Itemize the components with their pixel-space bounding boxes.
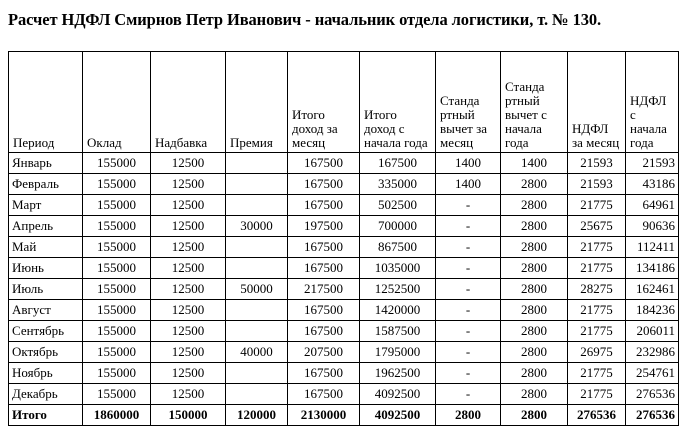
table-row <box>9 321 679 342</box>
cell-bonus: 12500 <box>151 384 226 405</box>
cell-tax-month: 21775 <box>568 258 626 279</box>
cell-deduction-month: - <box>436 363 501 384</box>
cell-premium <box>226 195 288 216</box>
header-cell-tax-month: НДФЛ за месяц <box>568 52 626 153</box>
cell-salary: 155000 <box>83 216 151 237</box>
header-cell-deduction-month: Станда ртный вычет за месяц <box>436 52 501 153</box>
cell-deduction-month: - <box>436 321 501 342</box>
header-cell-income-month: Итого доход за месяц <box>288 52 360 153</box>
cell-salary: 155000 <box>83 300 151 321</box>
cell-income-month: 167500 <box>288 195 360 216</box>
header-cell-salary: Оклад <box>83 52 151 153</box>
cell-bonus: 12500 <box>151 174 226 195</box>
cell-tax-ytd: 162461 <box>626 279 679 300</box>
cell-deduction-month: - <box>436 216 501 237</box>
cell-tax-month: 21593 <box>568 174 626 195</box>
cell-tax-ytd: 90636 <box>626 216 679 237</box>
table-row <box>9 153 679 174</box>
total-deduction-month: 2800 <box>436 405 501 426</box>
cell-period: Январь <box>9 153 83 174</box>
tax-table <box>8 51 679 426</box>
cell-tax-month: 21775 <box>568 384 626 405</box>
total-salary: 1860000 <box>83 405 151 426</box>
cell-tax-ytd: 276536 <box>626 384 679 405</box>
cell-deduction-ytd: 2800 <box>501 174 568 195</box>
cell-period: Апрель <box>9 216 83 237</box>
cell-bonus: 12500 <box>151 321 226 342</box>
cell-premium <box>226 237 288 258</box>
total-tax-ytd: 276536 <box>626 405 679 426</box>
cell-period: Август <box>9 300 83 321</box>
cell-tax-ytd: 232986 <box>626 342 679 363</box>
cell-income-month: 197500 <box>288 216 360 237</box>
cell-income-ytd: 4092500 <box>360 384 436 405</box>
cell-bonus: 12500 <box>151 195 226 216</box>
cell-income-month: 217500 <box>288 279 360 300</box>
table-row <box>9 237 679 258</box>
header-cell-period: Период <box>9 52 83 153</box>
table-row <box>9 258 679 279</box>
cell-income-ytd: 867500 <box>360 237 436 258</box>
cell-deduction-ytd: 1400 <box>501 153 568 174</box>
header-cell-tax-ytd: НДФЛ с начала года <box>626 52 679 153</box>
cell-income-ytd: 502500 <box>360 195 436 216</box>
header-cell-premium: Премия <box>226 52 288 153</box>
table-body <box>9 153 679 405</box>
cell-income-ytd: 335000 <box>360 174 436 195</box>
cell-premium <box>226 363 288 384</box>
table-row <box>9 384 679 405</box>
cell-income-ytd: 700000 <box>360 216 436 237</box>
cell-premium: 40000 <box>226 342 288 363</box>
cell-bonus: 12500 <box>151 237 226 258</box>
cell-bonus: 12500 <box>151 342 226 363</box>
total-income-ytd: 4092500 <box>360 405 436 426</box>
cell-deduction-ytd: 2800 <box>501 216 568 237</box>
cell-premium <box>226 153 288 174</box>
cell-premium: 30000 <box>226 216 288 237</box>
cell-tax-ytd: 254761 <box>626 363 679 384</box>
total-income-month: 2130000 <box>288 405 360 426</box>
cell-period: Декабрь <box>9 384 83 405</box>
cell-premium <box>226 384 288 405</box>
cell-income-month: 167500 <box>288 153 360 174</box>
cell-salary: 155000 <box>83 384 151 405</box>
cell-deduction-month: - <box>436 258 501 279</box>
cell-period: Октябрь <box>9 342 83 363</box>
cell-income-month: 167500 <box>288 363 360 384</box>
table-row <box>9 363 679 384</box>
cell-bonus: 12500 <box>151 258 226 279</box>
cell-deduction-ytd: 2800 <box>501 195 568 216</box>
cell-tax-month: 21775 <box>568 321 626 342</box>
cell-salary: 155000 <box>83 258 151 279</box>
cell-deduction-ytd: 2800 <box>501 279 568 300</box>
cell-deduction-ytd: 2800 <box>501 384 568 405</box>
cell-salary: 155000 <box>83 174 151 195</box>
cell-tax-month: 21775 <box>568 195 626 216</box>
cell-tax-ytd: 206011 <box>626 321 679 342</box>
total-tax-month: 276536 <box>568 405 626 426</box>
cell-deduction-ytd: 2800 <box>501 258 568 279</box>
cell-deduction-month: - <box>436 237 501 258</box>
total-deduction-ytd: 2800 <box>501 405 568 426</box>
table-row <box>9 195 679 216</box>
table-row <box>9 300 679 321</box>
cell-deduction-month: - <box>436 342 501 363</box>
cell-deduction-ytd: 2800 <box>501 300 568 321</box>
cell-deduction-month: - <box>436 384 501 405</box>
cell-deduction-month: - <box>436 279 501 300</box>
cell-deduction-ytd: 2800 <box>501 237 568 258</box>
header-cell-deduction-ytd: Станда ртный вычет с начала года <box>501 52 568 153</box>
cell-period: Февраль <box>9 174 83 195</box>
cell-bonus: 12500 <box>151 363 226 384</box>
cell-period: Июль <box>9 279 83 300</box>
cell-bonus: 12500 <box>151 300 226 321</box>
cell-deduction-ytd: 2800 <box>501 342 568 363</box>
cell-income-month: 167500 <box>288 300 360 321</box>
cell-income-month: 167500 <box>288 384 360 405</box>
cell-period: Июнь <box>9 258 83 279</box>
cell-tax-month: 21775 <box>568 237 626 258</box>
cell-bonus: 12500 <box>151 279 226 300</box>
cell-deduction-month: 1400 <box>436 153 501 174</box>
cell-income-ytd: 1035000 <box>360 258 436 279</box>
cell-period: Сентябрь <box>9 321 83 342</box>
cell-income-ytd: 1587500 <box>360 321 436 342</box>
cell-bonus: 12500 <box>151 216 226 237</box>
cell-deduction-ytd: 2800 <box>501 321 568 342</box>
table-row <box>9 279 679 300</box>
cell-income-month: 207500 <box>288 342 360 363</box>
cell-tax-ytd: 21593 <box>626 153 679 174</box>
cell-salary: 155000 <box>83 237 151 258</box>
cell-income-ytd: 1962500 <box>360 363 436 384</box>
cell-deduction-month: 1400 <box>436 174 501 195</box>
cell-premium <box>226 258 288 279</box>
cell-tax-month: 21775 <box>568 300 626 321</box>
cell-period: Март <box>9 195 83 216</box>
cell-income-month: 167500 <box>288 321 360 342</box>
cell-premium <box>226 300 288 321</box>
cell-salary: 155000 <box>83 153 151 174</box>
cell-tax-ytd: 64961 <box>626 195 679 216</box>
cell-tax-ytd: 184236 <box>626 300 679 321</box>
cell-salary: 155000 <box>83 342 151 363</box>
cell-tax-month: 28275 <box>568 279 626 300</box>
cell-salary: 155000 <box>83 279 151 300</box>
cell-income-ytd: 1795000 <box>360 342 436 363</box>
cell-income-month: 167500 <box>288 174 360 195</box>
cell-tax-month: 26975 <box>568 342 626 363</box>
cell-period: Ноябрь <box>9 363 83 384</box>
total-bonus: 150000 <box>151 405 226 426</box>
header-cell-bonus: Надбавка <box>151 52 226 153</box>
cell-period: Май <box>9 237 83 258</box>
cell-income-ytd: 167500 <box>360 153 436 174</box>
cell-income-month: 167500 <box>288 237 360 258</box>
total-premium: 120000 <box>226 405 288 426</box>
cell-salary: 155000 <box>83 321 151 342</box>
cell-income-ytd: 1420000 <box>360 300 436 321</box>
page-title: Расчет НДФЛ Смирнов Петр Иванович - начальник отдела логистики, т. № 130. <box>8 10 602 29</box>
cell-income-month: 167500 <box>288 258 360 279</box>
cell-tax-month: 25675 <box>568 216 626 237</box>
cell-tax-ytd: 134186 <box>626 258 679 279</box>
cell-bonus: 12500 <box>151 153 226 174</box>
cell-deduction-ytd: 2800 <box>501 363 568 384</box>
cell-premium: 50000 <box>226 279 288 300</box>
cell-premium <box>226 174 288 195</box>
header-row <box>9 52 679 153</box>
table-row <box>9 216 679 237</box>
table-row <box>9 174 679 195</box>
cell-salary: 155000 <box>83 195 151 216</box>
total-label: Итого <box>9 405 83 426</box>
cell-income-ytd: 1252500 <box>360 279 436 300</box>
cell-tax-month: 21593 <box>568 153 626 174</box>
cell-tax-month: 21775 <box>568 363 626 384</box>
totals-row <box>9 405 679 426</box>
cell-deduction-month: - <box>436 300 501 321</box>
cell-premium <box>226 321 288 342</box>
header-cell-income-ytd: Итого доход с начала года <box>360 52 436 153</box>
cell-tax-ytd: 43186 <box>626 174 679 195</box>
table-row <box>9 342 679 363</box>
cell-deduction-month: - <box>436 195 501 216</box>
cell-salary: 155000 <box>83 363 151 384</box>
cell-tax-ytd: 112411 <box>626 237 679 258</box>
